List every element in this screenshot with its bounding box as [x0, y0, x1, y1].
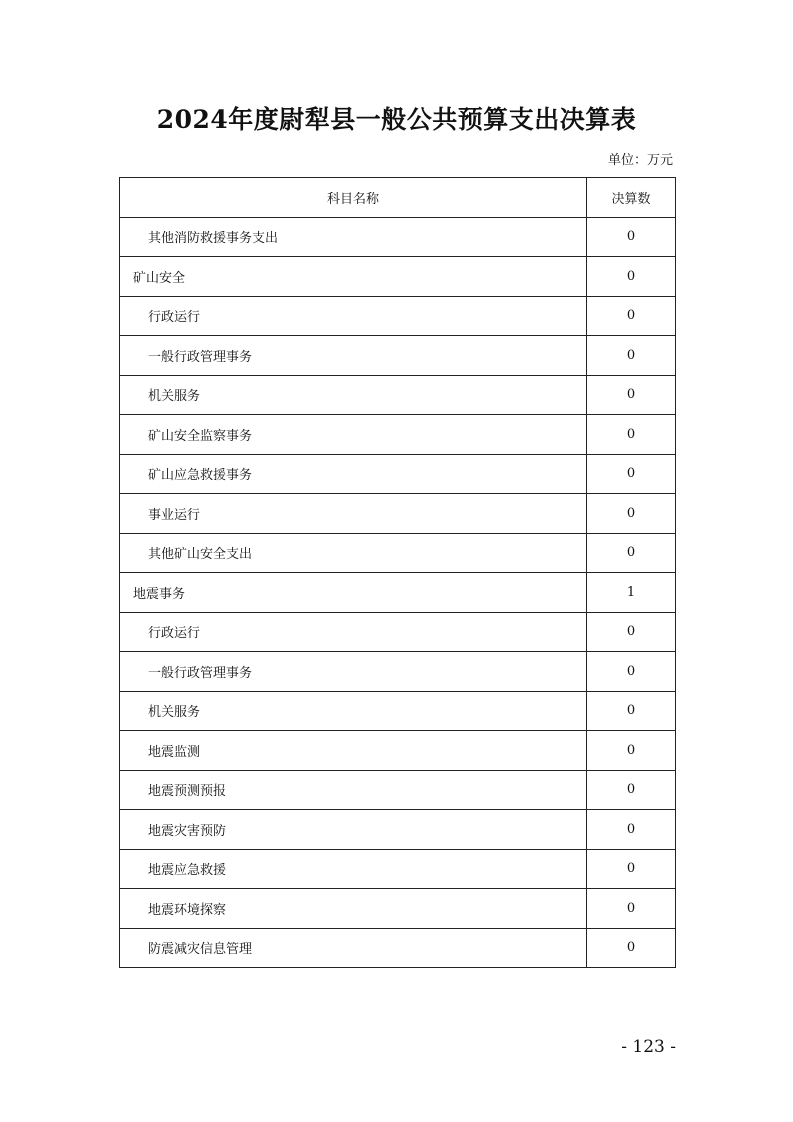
table-row — [120, 612, 676, 652]
row-final-amount: 0 — [587, 652, 676, 692]
table-body — [120, 217, 676, 968]
row-subject-name: 一般行政管理事务 — [120, 336, 587, 376]
header-final-amount: 决算数 — [587, 178, 676, 218]
row-subject-name: 矿山安全监察事务 — [120, 415, 587, 455]
row-subject-name: 其他消防救援事务支出 — [120, 217, 587, 257]
table-row — [120, 336, 676, 376]
table-row — [120, 217, 676, 257]
row-subject-name: 地震灾害预防 — [120, 810, 587, 850]
row-subject-name: 事业运行 — [120, 494, 587, 534]
table-row — [120, 652, 676, 692]
table-row — [120, 533, 676, 573]
row-subject-name: 矿山应急救援事务 — [120, 454, 587, 494]
row-subject-name: 机关服务 — [120, 691, 587, 731]
table-row — [120, 849, 676, 889]
table-row — [120, 494, 676, 534]
table-header-row — [120, 178, 676, 218]
table-row — [120, 889, 676, 929]
row-final-amount: 0 — [587, 889, 676, 929]
table-row — [120, 731, 676, 771]
row-final-amount: 0 — [587, 928, 676, 968]
row-subject-name: 防震减灾信息管理 — [120, 928, 587, 968]
page-title: 2024年度尉犁县一般公共预算支出决算表 — [156, 105, 637, 134]
table-row — [120, 770, 676, 810]
row-final-amount: 0 — [587, 336, 676, 376]
row-final-amount: 0 — [587, 849, 676, 889]
row-subject-name: 地震预测预报 — [120, 770, 587, 810]
row-subject-name: 地震环境探察 — [120, 889, 587, 929]
row-subject-name: 其他矿山安全支出 — [120, 533, 587, 573]
table-row — [120, 257, 676, 297]
row-final-amount: 0 — [587, 810, 676, 850]
row-final-amount: 0 — [587, 691, 676, 731]
row-final-amount: 0 — [587, 494, 676, 534]
row-final-amount: 0 — [587, 612, 676, 652]
row-final-amount: 0 — [587, 731, 676, 771]
row-final-amount: 0 — [587, 770, 676, 810]
row-subject-name: 矿山安全 — [120, 257, 587, 297]
row-subject-name: 行政运行 — [120, 612, 587, 652]
row-final-amount: 0 — [587, 296, 676, 336]
row-subject-name: 行政运行 — [120, 296, 587, 336]
table-row — [120, 691, 676, 731]
unit-label: 单位：万元 — [607, 153, 673, 168]
table-row — [120, 810, 676, 850]
row-final-amount: 1 — [587, 573, 676, 613]
table-row — [120, 573, 676, 613]
row-subject-name: 地震事务 — [120, 573, 587, 613]
table-row — [120, 415, 676, 455]
table-row — [120, 928, 676, 968]
page-number: - 123 - — [621, 1037, 676, 1057]
budget-expenditure-table — [119, 177, 676, 968]
row-final-amount: 0 — [587, 257, 676, 297]
row-subject-name: 地震监测 — [120, 731, 587, 771]
row-final-amount: 0 — [587, 415, 676, 455]
row-subject-name: 机关服务 — [120, 375, 587, 415]
table-row — [120, 296, 676, 336]
table-row — [120, 454, 676, 494]
row-final-amount: 0 — [587, 533, 676, 573]
row-subject-name: 地震应急救援 — [120, 849, 587, 889]
table-row — [120, 375, 676, 415]
row-subject-name: 一般行政管理事务 — [120, 652, 587, 692]
row-final-amount: 0 — [587, 375, 676, 415]
row-final-amount: 0 — [587, 454, 676, 494]
row-final-amount: 0 — [587, 217, 676, 257]
header-subject-name: 科目名称 — [120, 178, 587, 218]
